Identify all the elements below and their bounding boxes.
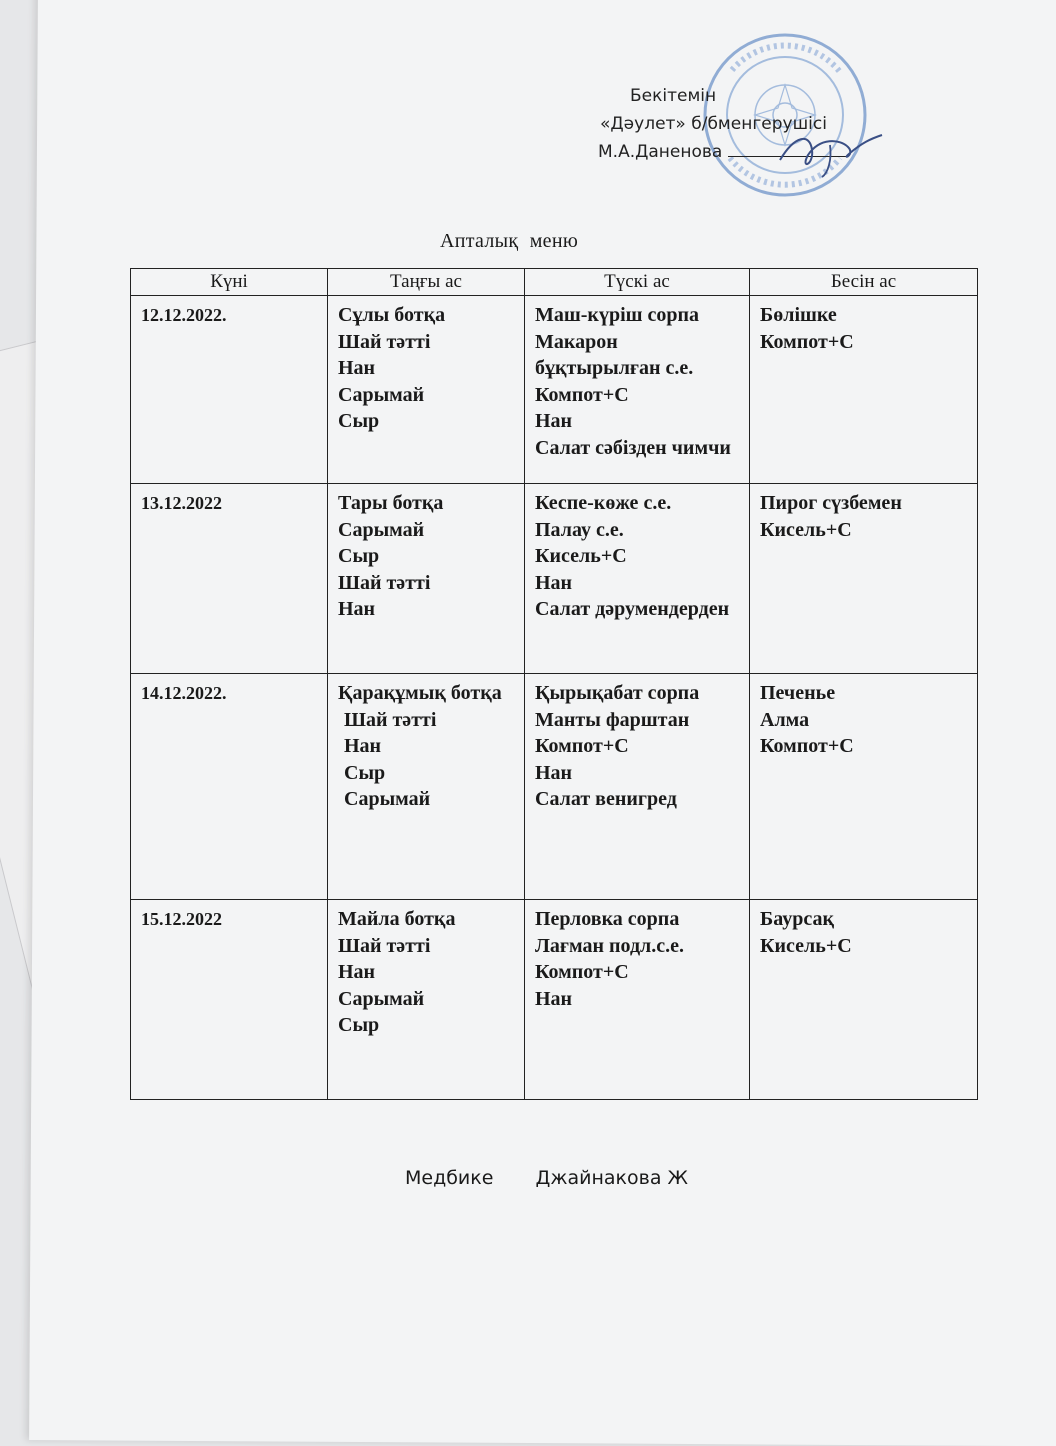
menu-item: Тары ботқа [338, 492, 444, 514]
menu-item: Компот+С [535, 735, 629, 757]
lunch-cell [525, 296, 750, 484]
menu-item: Салат венигред [535, 788, 677, 810]
menu-item: Салат сәбізден чимчи [535, 436, 731, 459]
menu-item: Лағман подл.с.е. [535, 934, 685, 957]
signatory-name: М.А.Даненова [598, 142, 723, 162]
table-row [131, 296, 978, 484]
day-cell: 12.12.2022. [131, 296, 328, 484]
menu-item: Баурсақ [760, 908, 834, 930]
table-row [131, 674, 978, 900]
column-header-lunch: Түскі ас [525, 269, 750, 296]
menu-item: Нан [535, 410, 573, 432]
menu-item: Сыр [338, 545, 380, 567]
menu-item: Шай тәтті [338, 571, 431, 594]
menu-item: Сыр [338, 1014, 380, 1036]
breakfast-cell [328, 296, 525, 484]
menu-item: Нан [338, 961, 376, 983]
table-row [131, 900, 978, 1100]
signature-mark [770, 125, 890, 185]
menu-item: Печенье [760, 682, 836, 704]
menu-item: Сарымай [344, 788, 431, 810]
lunch-cell [525, 900, 750, 1100]
menu-item: Шай тәтті [338, 330, 431, 353]
menu-item: Шай тәтті [344, 708, 437, 731]
menu-item: Компот+С [535, 961, 629, 983]
nurse-name: Джайнакова Ж [535, 1167, 688, 1189]
menu-item: Пирог сүзбемен [760, 492, 902, 514]
menu-item: Сыр [338, 410, 380, 432]
approval-heading: Бекітемін [630, 86, 717, 106]
breakfast-cell [328, 484, 525, 674]
snack-cell [750, 296, 978, 484]
menu-item: Сарымай [338, 987, 425, 1010]
menu-item: Нан [338, 357, 376, 379]
lunch-cell [525, 674, 750, 900]
menu-item: Кисель+С [760, 518, 852, 541]
column-header-breakfast: Таңғы ас [328, 269, 525, 296]
menu-item: Сұлы ботқа [338, 304, 446, 326]
day-cell: 15.12.2022 [131, 900, 328, 1100]
nurse-signature-line [405, 1167, 688, 1189]
weekly-menu-table [130, 268, 978, 1100]
menu-item: Компот+С [760, 735, 854, 757]
menu-item: Салат дәрумендерден [535, 598, 730, 620]
menu-item: Нан [338, 598, 376, 620]
snack-cell [750, 900, 978, 1100]
menu-item: Компот+С [535, 383, 629, 406]
menu-item: Манты фарштан [535, 708, 690, 731]
menu-item: Компот+С [760, 330, 854, 353]
menu-item: Макарон бұқтырылған с.е. [535, 330, 694, 379]
snack-cell [750, 484, 978, 674]
menu-item: Сарымай [338, 518, 425, 541]
table-row [131, 484, 978, 674]
table-header-row [131, 269, 978, 296]
menu-item: Нан [535, 761, 573, 784]
menu-item: Кеспе-көже с.е. [535, 492, 672, 514]
menu-item: Нан [535, 571, 573, 594]
nurse-role: Медбике [405, 1167, 494, 1189]
column-header-snack: Бесін ас [750, 269, 978, 296]
menu-item: Майла ботқа [338, 908, 456, 930]
menu-item: Перловка сорпа [535, 908, 680, 930]
menu-item: Алма [760, 708, 810, 731]
menu-item: Кисель+С [760, 934, 852, 957]
snack-cell [750, 674, 978, 900]
menu-item: Сарымай [338, 383, 425, 406]
menu-item: Нан [535, 987, 573, 1010]
page-title: Апталық меню [440, 230, 579, 252]
menu-item: Кисель+С [535, 545, 627, 567]
day-cell: 14.12.2022. [131, 674, 328, 900]
day-cell: 13.12.2022 [131, 484, 328, 674]
menu-item: Қырықабат сорпа [535, 682, 700, 704]
column-header-day: Күні [131, 269, 328, 296]
menu-item: Бөлішке [760, 304, 837, 326]
breakfast-cell [328, 900, 525, 1100]
menu-item: Сыр [344, 761, 386, 784]
approval-position: «Дәулет» б/бменгерушісі [600, 114, 827, 134]
menu-item: Шай тәтті [338, 934, 431, 957]
menu-item: Палау с.е. [535, 518, 624, 541]
lunch-cell [525, 484, 750, 674]
menu-item: Қарақұмық ботқа [338, 682, 502, 704]
breakfast-cell [328, 674, 525, 900]
menu-item: Маш-күріш сорпа [535, 304, 700, 326]
menu-item: Нан [344, 735, 382, 757]
